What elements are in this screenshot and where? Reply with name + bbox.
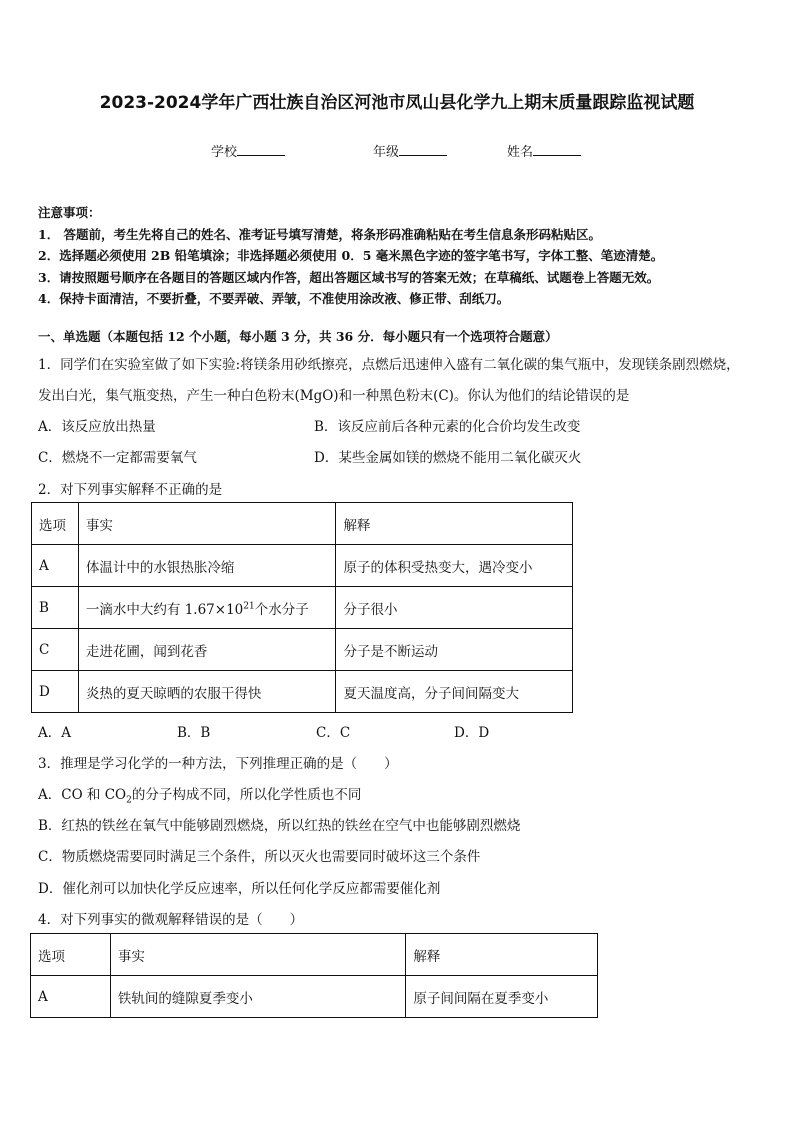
q2-answer-a: A．A [38, 725, 71, 741]
row-option: B [32, 587, 79, 629]
option-text: 的分子构成不同，所以化学性质也不同 [131, 787, 362, 803]
row-explanation: 原子的体积受热变大，遇冷变小 [336, 545, 573, 587]
note-item: 4．保持卡面清洁，不要折叠，不要弄破、弄皱，不准使用涂改液、修正带、刮纸刀。 [38, 291, 510, 306]
table-header-row [32, 503, 573, 545]
subscript: 2 [126, 795, 132, 806]
grade-field [373, 141, 447, 160]
exponent: 21 [243, 601, 255, 611]
q3-stem: 3．推理是学习化学的一种方法，下列推理正确的是（ ） [38, 756, 398, 772]
row-explanation: 分子很小 [336, 587, 573, 629]
row-option: A [31, 976, 111, 1018]
notes-heading: 注意事项： [38, 205, 101, 220]
row-fact: 炎热的夏天晾晒的农服干得快 [78, 671, 336, 713]
row-fact: 体温计中的水银热胀冷缩 [78, 545, 336, 587]
fact-text: 个水分子 [254, 601, 309, 618]
row-fact: 走进花圃，闻到花香 [78, 629, 336, 671]
q3-option-d: D．催化剂可以加快化学反应速率，所以任何化学反应都需要催化剂 [38, 881, 441, 897]
row-explanation: 夏天温度高，分子间间隔变大 [336, 671, 573, 713]
header-option: 选项 [31, 934, 111, 976]
note-item: 2．选择题必须使用 2B 铅笔填涂；非选择题必须使用 0．5 毫米黑色字迹的签字笔书写，字体工整、笔迹清楚。 [38, 248, 664, 263]
table-row [32, 545, 573, 587]
header-explanation: 解释 [336, 503, 573, 545]
notes-block [38, 202, 663, 310]
note-item: 3．请按照题号顺序在各题目的答题区域内作答，超出答题区域书写的答案无效；在草稿纸、试题卷上答题无效。 [38, 269, 660, 285]
q1-stem-line2: 发出白光，集气瓶变热，产生一种白色粉末(MgO)和一种黑色粉末(C)。你认为他们的结论错误的是 [38, 388, 630, 404]
school-blank [237, 143, 285, 156]
q4-stem: 4．对下列事实的微观解释错误的是（ ） [38, 912, 304, 928]
q3-option-b: B．红热的铁丝在氧气中能够剧烈燃烧，所以红热的铁丝在空气中也能够剧烈燃烧 [38, 818, 521, 834]
table-row [31, 976, 598, 1018]
name-field [507, 141, 581, 160]
table-row [32, 671, 573, 713]
q1-stem-line1: 1．同学们在实验室做了如下实验:将镁条用砂纸擦亮，点燃后迅速伸入盛有二氧化碳的集气瓶中，发现镁条剧烈燃烧， [38, 357, 740, 373]
row-fact: 铁轨间的缝隙夏季变小 [110, 976, 405, 1018]
q3-option-c: C．物质燃烧需要同时满足三个条件，所以灭火也需要同时破坏这三个条件 [38, 849, 481, 865]
option-text: A．CO 和 CO [38, 787, 127, 803]
row-fact [78, 587, 336, 629]
header-fact: 事实 [78, 503, 336, 545]
header-explanation: 解释 [406, 934, 598, 976]
q1-option-a: A．该反应放出热量 [38, 419, 156, 435]
header-fact: 事实 [110, 934, 405, 976]
table-row [32, 587, 573, 629]
section-heading: 一、单选题（本题包括 12 个小题，每小题 3 分，共 36 分．每小题只有一个选项符合题意） [38, 329, 558, 344]
name-blank [533, 143, 581, 156]
table-row [32, 629, 573, 671]
grade-label: 年级 [373, 145, 400, 160]
q2-answer-d: D．D [454, 725, 490, 741]
name-label: 姓名 [507, 145, 534, 160]
grade-blank [399, 143, 447, 156]
fact-text: 一滴水中大约有 1.67×10 [85, 601, 244, 618]
school-field [211, 141, 285, 160]
q2-stem: 2．对下列事实解释不正确的是 [38, 482, 223, 498]
row-explanation: 分子是不断运动 [336, 629, 573, 671]
q1-option-d: D．某些金属如镁的燃烧不能用二氧化碳灭火 [314, 450, 582, 466]
table-header-row [31, 934, 598, 976]
q4-table [30, 933, 598, 1018]
school-label: 学校 [211, 145, 238, 160]
row-option: D [32, 671, 79, 713]
q2-table [31, 502, 573, 713]
q2-answer-b: B．B [177, 725, 211, 741]
q1-option-b: B．该反应前后各种元素的化合价均发生改变 [314, 419, 581, 435]
row-option: C [32, 629, 79, 671]
q1-option-c: C．燃烧不一定都需要氧气 [38, 450, 197, 466]
note-item: 1． 答题前，考生先将自己的姓名、准考证号填写清楚，将条形码准确粘贴在考生信息条形码粘贴区。 [38, 226, 602, 242]
q3-option-a [38, 783, 361, 806]
page-title: 2023-2024学年广西壮族自治区河池市凤山县化学九上期末质量跟踪监视试题 [99, 93, 695, 113]
header-option: 选项 [32, 503, 79, 545]
row-option: A [32, 545, 79, 587]
row-explanation: 原子间间隔在夏季变小 [406, 976, 598, 1018]
q2-answer-c: C．C [316, 725, 351, 741]
